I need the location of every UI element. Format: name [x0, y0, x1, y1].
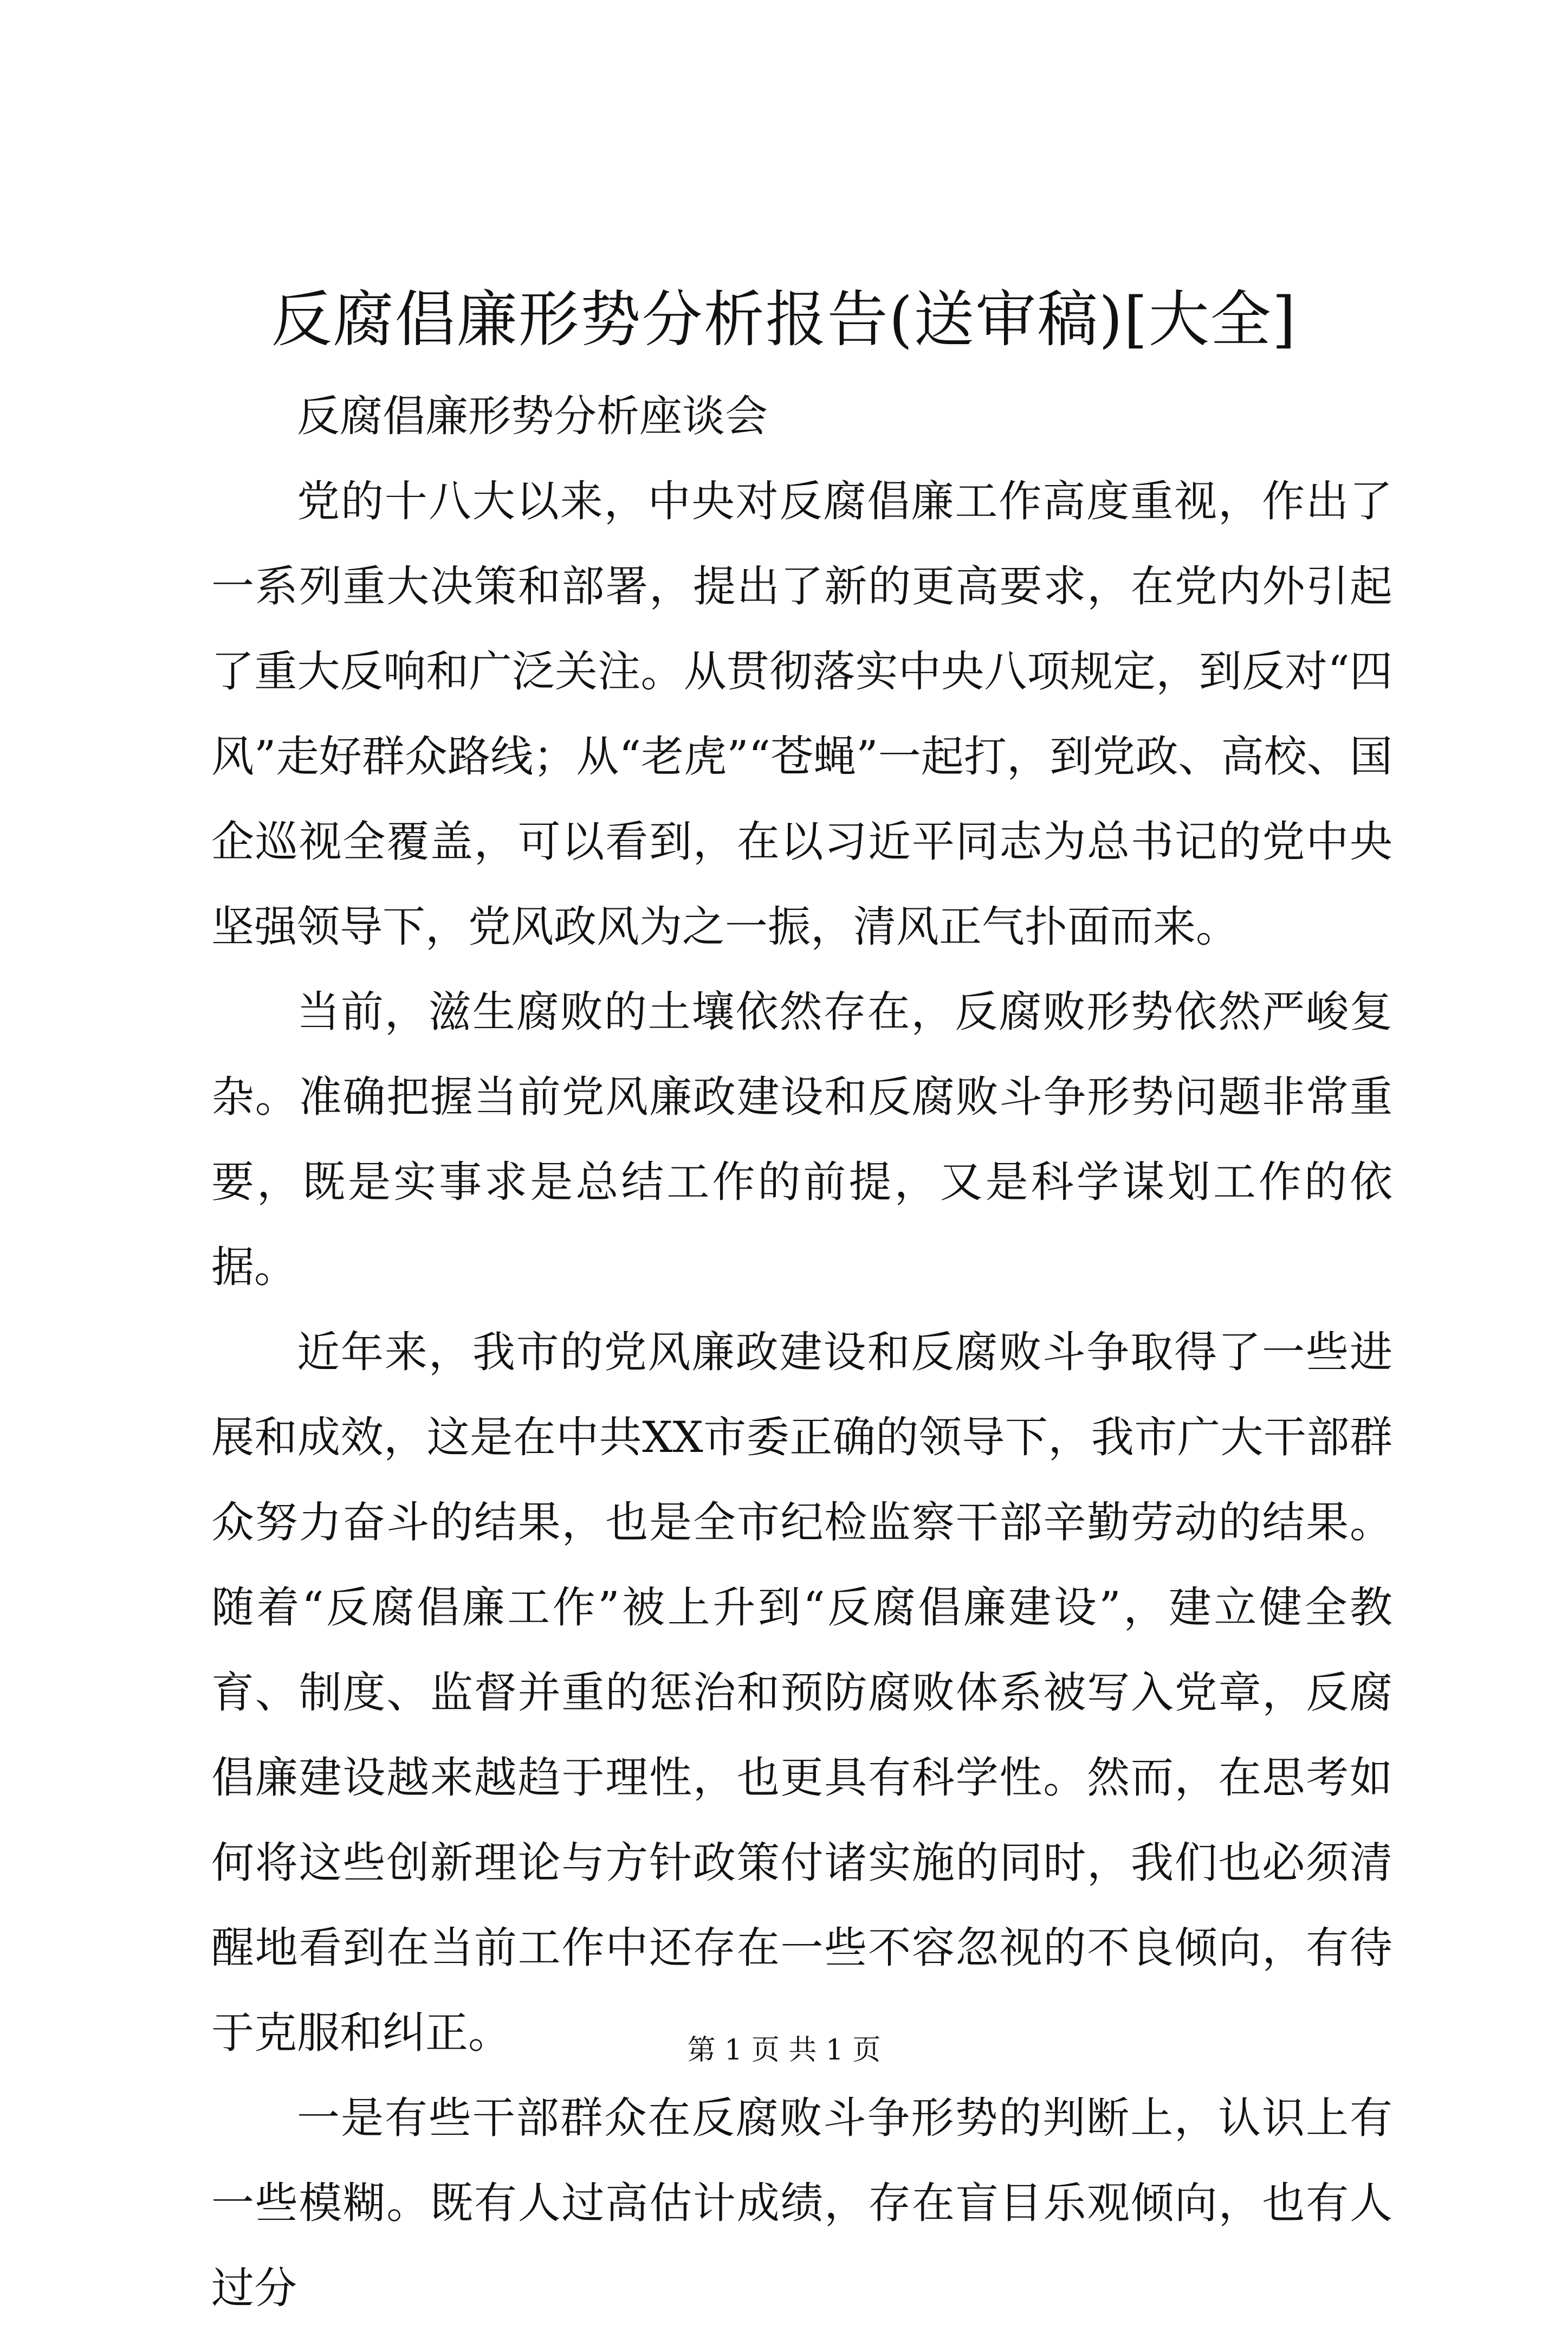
document-title: 反腐倡廉形势分析报告(送审稿)[大全] — [271, 285, 1297, 355]
document-subtitle: 反腐倡廉形势分析座谈会 — [297, 391, 768, 441]
paragraph-2: 当前，滋生腐败的土壤依然存在，反腐败形势依然严峻复杂。准确把握当前党风廉政建设和反腐败斗争形势问题非常重要，既是实事求是总结工作的前提，又是科学谋划工作的依据。 — [211, 987, 1392, 1292]
paragraph-4: 一是有些干部群众在反腐败斗争形势的判断上，认识上有一些模糊。既有人过高估计成绩，存在盲目乐观倾向，也有人过分 — [211, 2093, 1392, 2313]
paragraph-1: 党的十八大以来，中央对反腐倡廉工作高度重视，作出了一系列重大决策和部署，提出了新的更高要求，在党内外引起了重大反响和广泛关注。从贯彻落实中央八项规定，到反对“四风”走好群众路线；从“老虎”“苍蝇”一起打，到党政、高校、国企巡视全覆盖，可以看到，在以习近平同志为总书记的党中央坚强领导下，党风政风为之一振，清风正气扑面而来。 — [211, 476, 1392, 952]
paragraph-3: 近年来，我市的党风廉政建设和反腐败斗争取得了一些进展和成效，这是在中共XX市委正确的领导下，我市广大干部群众努力奋斗的结果，也是全市纪检监察干部辛勤劳动的结果。随着“反腐倡廉工作”被上升到“反腐倡廉建设”，建立健全教育、制度、监督并重的惩治和预防腐败体系被写入党章，反腐倡廉建设越来越趋于理性，也更具有科学性。然而，在思考如何将这些创新理论与方针政策付诸实施的同时，我们也必须清醒地看到在当前工作中还存在一些不容忽视的不良倾向，有待于克服和纠正。 — [211, 1327, 1392, 2058]
page-footer: 第 1 页 共 1 页 — [687, 2034, 881, 2067]
